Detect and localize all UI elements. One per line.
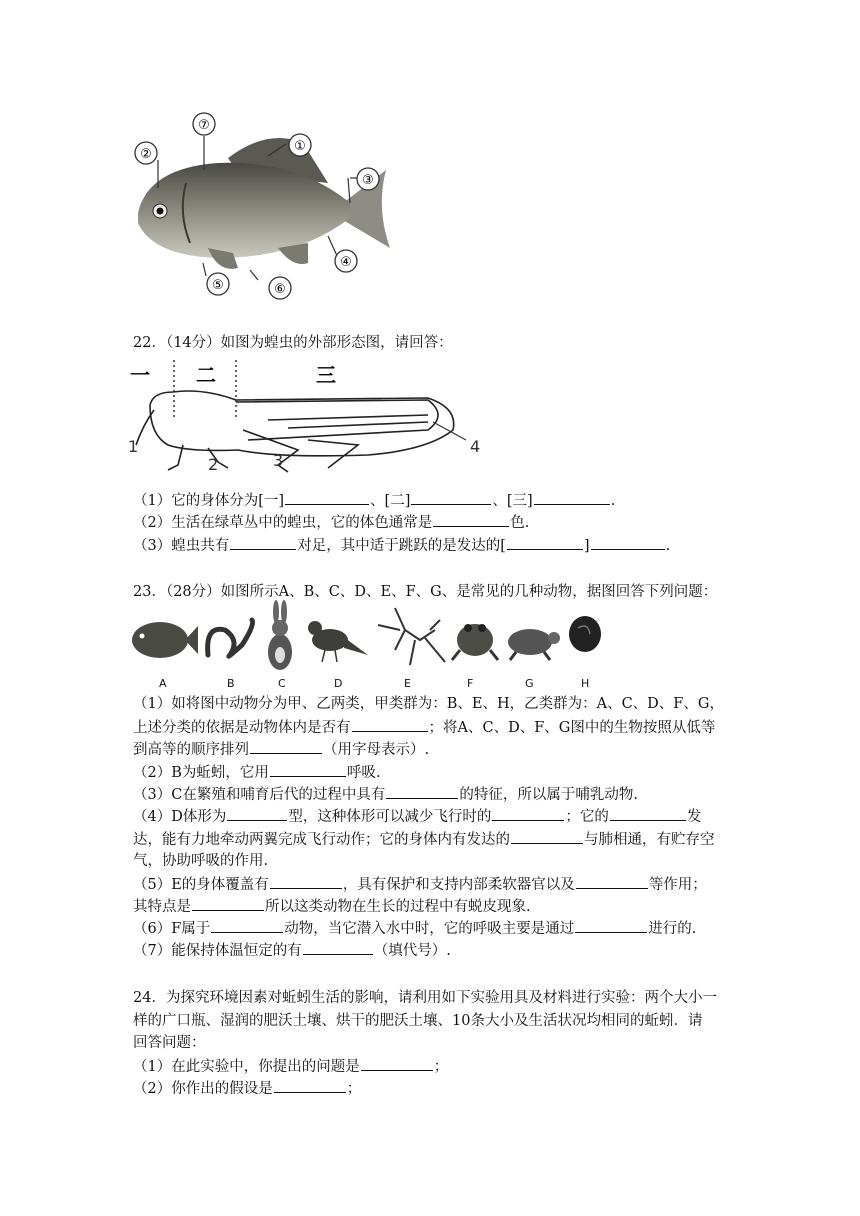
q23-line-5: （3）C在繁殖和哺育后代的过程中具有 的特征，所以属于哺乳动物. [133, 784, 638, 805]
q23-header: 23．（28分）如图所示A、B、C、D、E、F、G、是常见的几种动物，据图回答下列问题： [133, 584, 718, 600]
answer-blank[interactable] [352, 717, 428, 732]
answer-blank[interactable] [576, 874, 648, 889]
q24-line-3: 回答问题： [133, 1035, 206, 1051]
q23-line-11: （6）F属于 动物，当它潜入水中时，它的呼吸主要是通过 进行的. [133, 918, 696, 939]
animal-letters: A B C D E F G H [159, 677, 590, 690]
svg-text:②: ② [140, 147, 152, 162]
fish-label-3 [357, 168, 379, 190]
fish-label-1 [289, 134, 311, 156]
q23-line-9: （5）E的身体覆盖有 ，具有保护和支持内部柔软器官以及 等作用； [133, 874, 707, 895]
svg-text:③: ③ [362, 173, 374, 188]
fish-figure [128, 108, 398, 303]
q22-line-1: （1）它的身体分为[一] 、[二] 、[三] . [133, 490, 615, 511]
svg-text:④: ④ [340, 255, 352, 270]
fish-label-2 [135, 142, 157, 164]
animal-d-bird [308, 621, 368, 662]
answer-blank[interactable] [285, 490, 369, 505]
fish-label-7 [193, 113, 215, 135]
fish-label-5 [207, 273, 229, 295]
q23-line-7: 达，能有力地牵动两翼完成飞行动作；它的身体内有发达的 与肺相通，有贮存空 [133, 829, 715, 850]
q24-line-4: （1）在此实验中，你提出的问题是 ； [133, 1056, 448, 1077]
q23-line-10: 其特点是 所以这类动物在生长的过程中有蜕皮现象. [133, 896, 531, 917]
q23-line-2: 上述分类的依据是动物体内是否有 ；将A、C、D、F、G图中的生物按照从低等 [133, 717, 715, 738]
answer-blank[interactable] [192, 896, 264, 911]
svg-text:⑤: ⑤ [212, 278, 224, 293]
animal-b-earthworm [208, 620, 253, 656]
q23-line-3: 到高等的顺序排列 （用字母表示）. [133, 739, 429, 760]
answer-blank[interactable] [274, 1078, 346, 1093]
answer-blank[interactable] [227, 806, 287, 821]
answer-blank[interactable] [411, 490, 491, 505]
svg-text:4: 4 [470, 437, 481, 456]
answer-blank[interactable] [492, 806, 564, 821]
svg-text:⑥: ⑥ [274, 282, 286, 297]
animal-e-grasshopper [378, 608, 445, 665]
animal-g-turtle [508, 629, 560, 660]
grasshopper-figure [128, 360, 488, 478]
answer-blank[interactable] [433, 512, 509, 527]
answer-blank[interactable] [591, 535, 665, 550]
animal-a-fish [132, 622, 198, 658]
animal-c-rabbit [268, 600, 292, 670]
animal-f-frog [452, 624, 498, 660]
svg-text:一: 一 [130, 363, 150, 387]
svg-text:3: 3 [273, 451, 284, 470]
q23-line-4: （2）B为蚯蚓，它用 呼吸. [133, 762, 381, 783]
q24-line-1: 24．为探究环境因素对蚯蚓生活的影响，请利用如下实验用具及材料进行实验：两个大小一 [133, 990, 717, 1006]
svg-text:⑦: ⑦ [198, 118, 210, 133]
fish-label-6 [269, 277, 291, 299]
q22-header: 22．（14分）如图为蝗虫的外部形态图，请回答： [133, 335, 453, 351]
svg-text:二: 二 [196, 363, 216, 387]
q22-line-2: （2）生活在绿草丛中的蝗虫，它的体色通常是 色. [133, 512, 529, 533]
answer-blank[interactable] [507, 535, 583, 550]
q22-line-3: （3）蝗虫共有 对足，其中适于跳跃的是发达的[ ] . [133, 535, 670, 556]
answer-blank[interactable] [270, 762, 346, 777]
answer-blank[interactable] [610, 806, 686, 821]
answer-blank[interactable] [386, 784, 458, 799]
animals-figure [130, 600, 620, 678]
answer-blank[interactable] [534, 490, 610, 505]
q24-line-2: 样的广口瓶、湿润的肥沃土壤、烘干的肥沃土壤、10条大小及生活状况均相同的蚯蚓．请 [133, 1013, 703, 1029]
q23-line-8: 气，协助呼吸的作用. [133, 853, 269, 869]
answer-blank[interactable] [361, 1056, 433, 1071]
svg-text:①: ① [294, 139, 306, 154]
q23-line-12: （7）能保持体温恒定的有 （填代号）. [133, 940, 451, 961]
answer-blank[interactable] [270, 874, 342, 889]
answer-blank[interactable] [303, 940, 373, 955]
answer-blank[interactable] [511, 829, 583, 844]
q23-line-6: （4）D体形为 型，这种体形可以减少飞行时的 ；它的 发 [133, 806, 701, 827]
q24-line-5: （2）你作出的假设是 ； [133, 1078, 361, 1099]
svg-text:2: 2 [208, 455, 219, 474]
answer-blank[interactable] [230, 535, 296, 550]
answer-blank[interactable] [575, 918, 647, 933]
svg-text:三: 三 [316, 363, 336, 387]
q23-line-1: （1）如将图中动物分为甲、乙两类，甲类群为：B、E、H，乙类群为：A、C、D、F、G， [133, 696, 724, 712]
svg-text:1: 1 [128, 437, 139, 456]
fish-label-4 [335, 250, 357, 272]
answer-blank[interactable] [211, 918, 283, 933]
answer-blank[interactable] [250, 739, 322, 754]
animal-h-shell [569, 616, 601, 652]
